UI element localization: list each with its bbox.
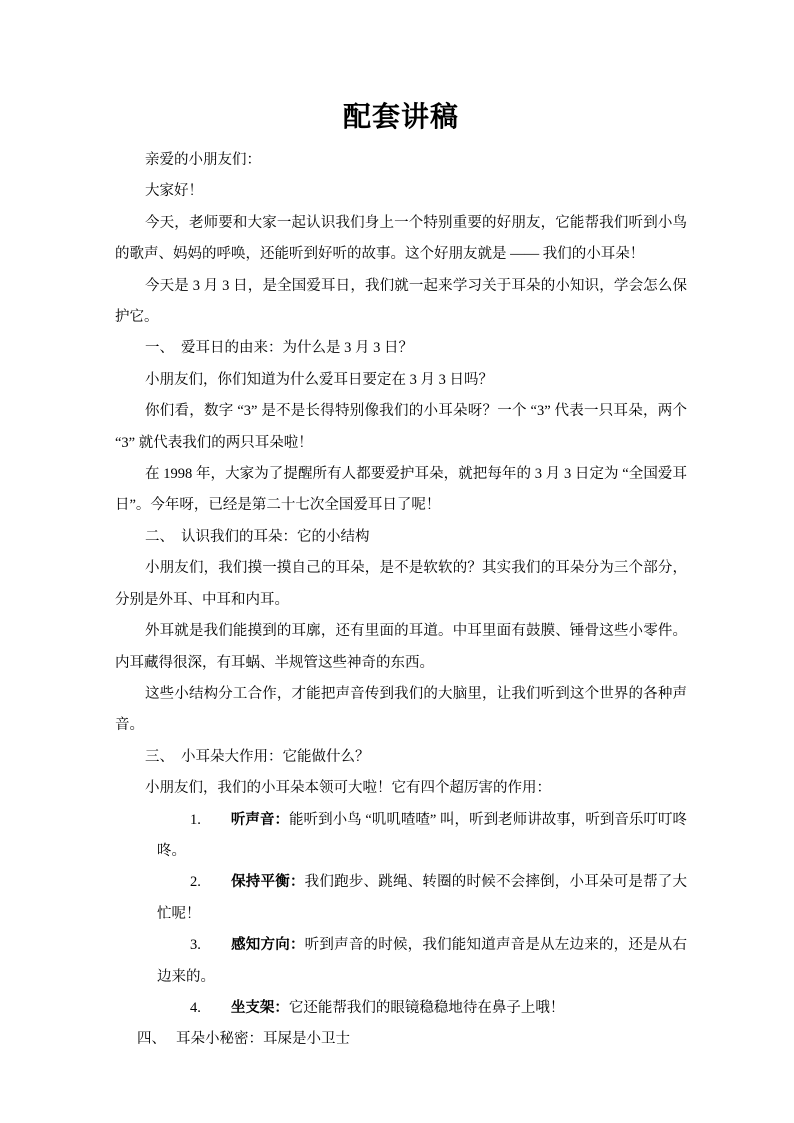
- section-marker-4: 四、: [137, 1031, 166, 1048]
- salutation-line: 亲爱的小朋友们：: [145, 152, 261, 168]
- list-item-number: 2.: [190, 874, 201, 891]
- document-title: 配套讲稿: [342, 102, 459, 133]
- section-marker-1: 一、: [145, 340, 174, 357]
- section-title-1: 爱耳日的由来：为什么是 3 月 3 日？: [181, 340, 413, 357]
- paragraph: 小朋友们，我们摸一摸自己的耳朵，是不是软软的？其实我们的耳朵分为三个部分，分别是外耳、中耳和内耳。: [115, 560, 687, 608]
- section-heading-2: [115, 522, 687, 553]
- paragraph: 小朋友们，你们知道为什么爱耳日要定在 3 月 3 日吗？: [145, 371, 493, 388]
- greeting-line: 大家好！: [145, 183, 203, 200]
- list-item-2: [157, 867, 687, 930]
- list-item-label: 坐支架：: [230, 999, 289, 1016]
- intro-paragraph-1: 今天，老师要和大家一起认识我们身上一个特别重要的好朋友，它能帮我们听到小鸟的歌声、妈妈的呼唤，还能听到好听的故事。这个好朋友就是 —— 我们的小耳朵！: [115, 214, 687, 263]
- paragraph: 外耳就是我们能摸到的耳廓，还有里面的耳道。中耳里面有鼓膜、锤骨这些小零件。内耳藏得很深，有耳蜗、半规管这些神奇的东西。: [115, 623, 687, 671]
- list-item-text: 我们跑步、跳绳、转圈的时候不会摔倒，小耳朵可是帮了大忙呢！: [157, 874, 688, 922]
- section-marker-2: 二、: [145, 528, 174, 545]
- intro-paragraph-2: 今天是 3 月 3 日，是全国爱耳日，我们就一起来学习关于耳朵的小知识，学会怎么保护它。: [115, 277, 687, 326]
- paragraph: 小朋友们，我们的小耳朵本领可大啦！它有四个超厉害的作用：: [145, 780, 551, 797]
- list-item-1: [157, 805, 687, 868]
- list-item-number: 1.: [190, 811, 201, 828]
- list-item-text: 能听到小鸟 “叽叽喳喳” 叫，听到老师讲故事，听到音乐叮叮咚咚。: [157, 811, 687, 859]
- section-heading-4: [115, 1024, 687, 1055]
- section-marker-3: 三、: [145, 748, 174, 765]
- list-item-text: 听到声音的时候，我们能知道声音是从左边来的，还是从右边来的。: [157, 937, 688, 985]
- list-item-number: 4.: [190, 999, 201, 1016]
- paragraph: 你们看，数字 “3” 是不是长得特别像我们的小耳朵呀？一个 “3” 代表一只耳朵，两个 “3” 就代表我们的两只耳朵啦！: [115, 403, 687, 451]
- list-item-text: 它还能帮我们的眼镜稳稳地待在鼻子上哦！: [288, 999, 565, 1016]
- paragraph: 在 1998 年，大家为了提醒所有人都要爱护耳朵，就把每年的 3 月 3 日定为 “全国爱耳日”。今年呀，已经是第二十七次全国爱耳日了呢！: [115, 466, 687, 514]
- section-heading-1: [115, 333, 687, 364]
- list-item-label: 感知方向：: [230, 937, 305, 954]
- list-item-label: 保持平衡：: [230, 874, 305, 891]
- section-heading-3: [115, 742, 687, 773]
- paragraph: 这些小结构分工合作，才能把声音传到我们的大脑里，让我们听到这个世界的各种声音。: [115, 685, 687, 734]
- list-item-3: [157, 930, 687, 993]
- document-content: [115, 96, 687, 1056]
- section-title-3: 小耳朵大作用：它能做什么？: [181, 748, 370, 765]
- list-item-label: 听声音：: [230, 811, 290, 828]
- section-title-2: 认识我们的耳朵：它的小结构: [181, 528, 370, 545]
- list-item-number: 3.: [190, 937, 201, 954]
- section-title-4: 耳朵小秘密：耳屎是小卫士: [176, 1031, 350, 1048]
- list-item-4: [157, 993, 687, 1024]
